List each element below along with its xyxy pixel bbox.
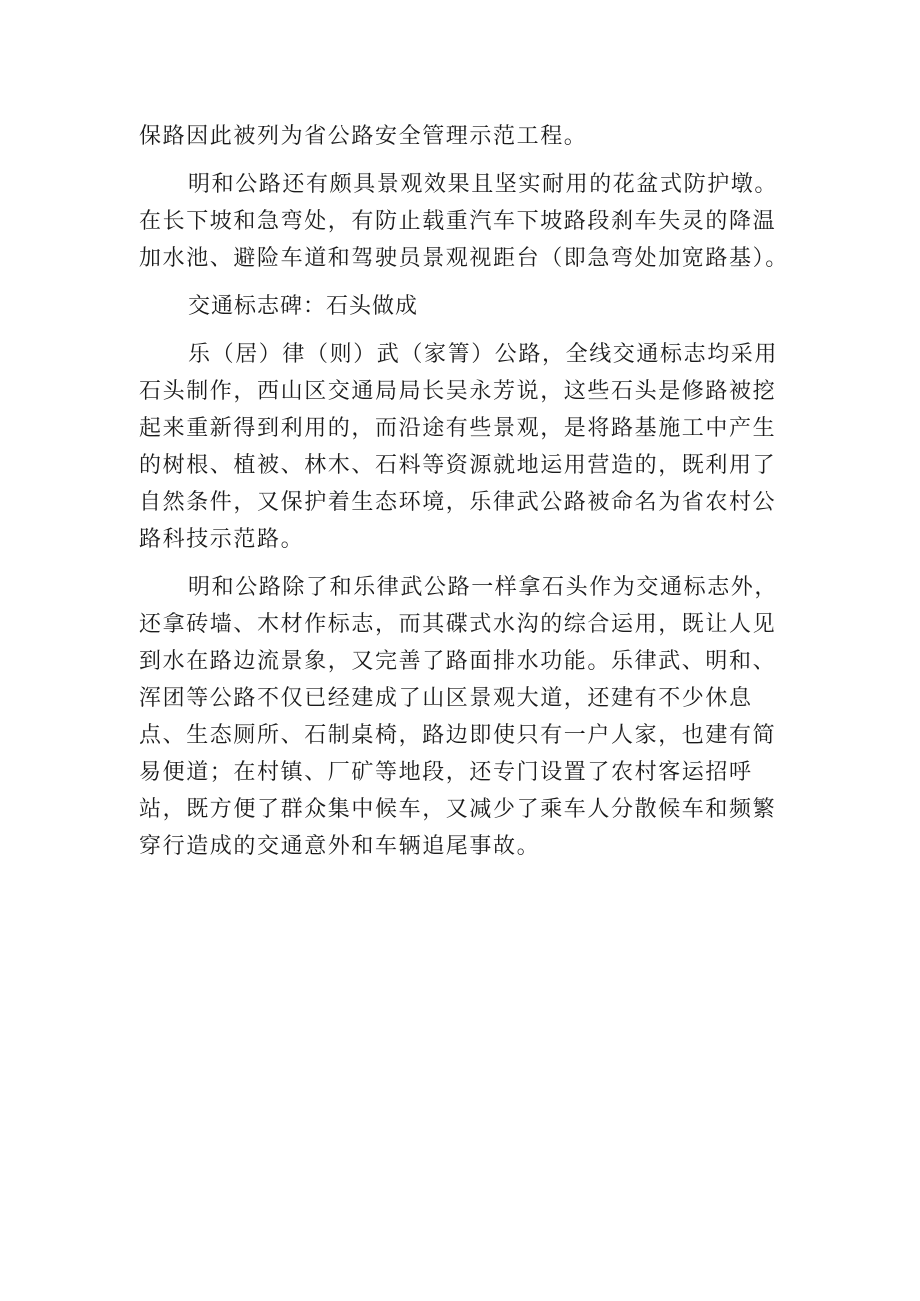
paragraph-minghe-road: 明和公路除了和乐律武公路一样拿石头作为交通标志外，还拿砖墙、木材作标志，而其碟式水沟的综合运用，既让人见到水在路边流景象，又完善了路面排水功能。乐律武、明和、浑团等公路不仅已经建成了山区景观大道，还建有不少休息点、生态厕所、石制桌椅，路边即使只有一户人家，也建有简易便道；在村镇、厂矿等地段，还专门设置了农村客运招呼站，既方便了群众集中候车，又减少了乘车人分散候车和频繁穿行造成的交通意外和车辆追尾事故。 [139, 575, 779, 859]
paragraph-guard-piers: 明和公路还有颇具景观效果且坚实耐用的花盆式防护墩。在长下坡和急弯处，有防止载重汽车下坡路段刹车失灵的降温加水池、避险车道和驾驶员景观视距台（即急弯处加宽路基）。 [139, 172, 789, 271]
document-body [139, 118, 792, 876]
paragraph-continuation: 保路因此被列为省公路安全管理示范工程。 [139, 124, 588, 149]
section-heading-stone-signs: 交通标志碑：石头做成 [188, 294, 419, 319]
paragraph-lelvwu-road: 乐（居）律（则）武（家箐）公路，全线交通标志均采用石头制作，西山区交通局局长吴永芳说，这些石头是修路被挖起来重新得到利用的，而沿途有些景观，是将路基施工中产生的树根、植被、林木、石料等资源就地运用营造的，既利用了自然条件，又保护着生态环境，乐律武公路被命名为省农村公路科技示范路。 [139, 342, 779, 552]
